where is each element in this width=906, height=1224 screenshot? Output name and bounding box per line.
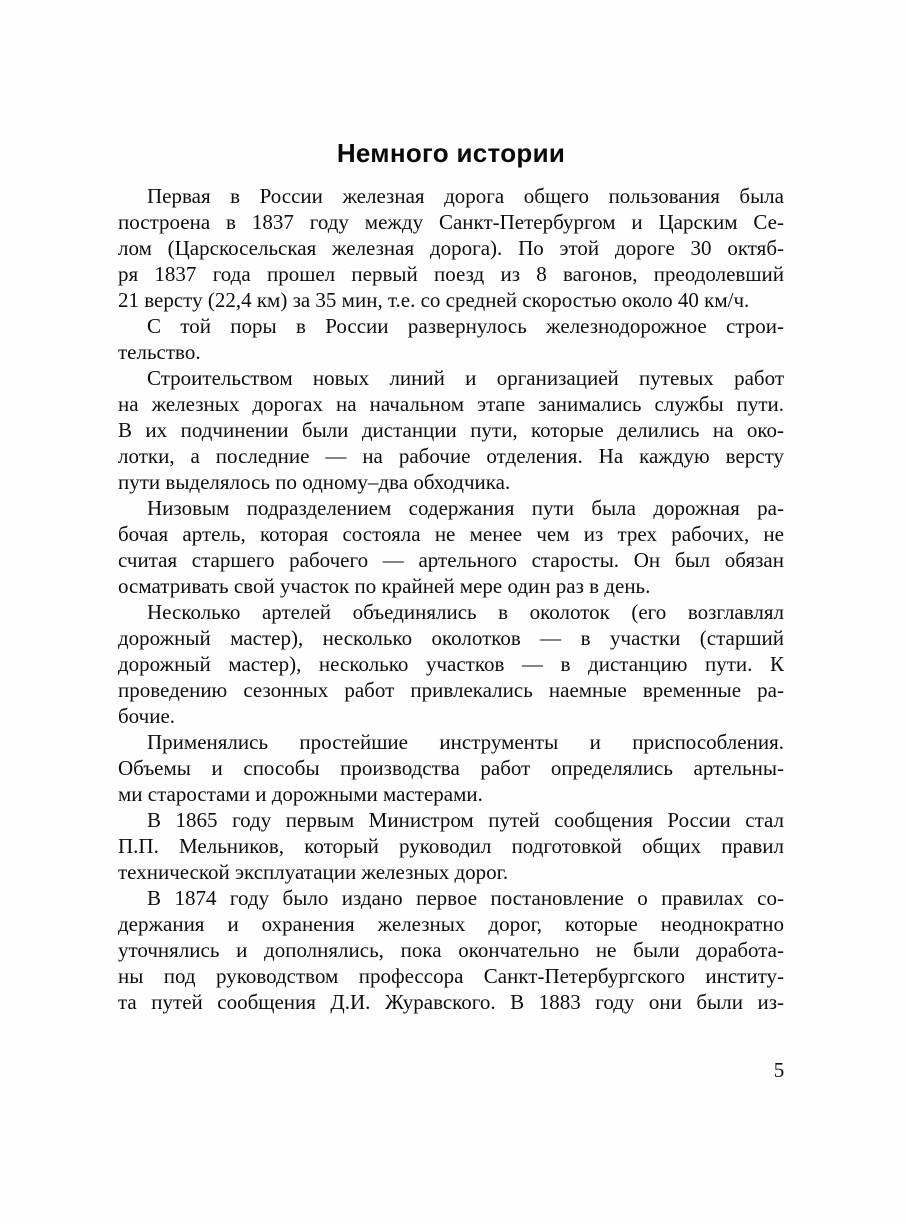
paragraph (118, 807, 784, 885)
text-line: дорожный мастер), несколько участков — в дистанцию пути. К (118, 652, 784, 676)
text-line: П.П. Мельников, который руководил подготовкой общих правил (118, 834, 784, 858)
text-line: держания и охранения железных дорог, которые неоднократно (118, 912, 784, 936)
text-line: Применялись простейшие инструменты и приспособления. (147, 730, 784, 754)
text-line: ря 1837 года прошел первый поезд из 8 вагонов, преодолевший (118, 262, 784, 286)
paragraph (118, 183, 784, 313)
text-line: Первая в России железная дорога общего пользования была (147, 184, 784, 208)
text-line: уточнялись и дополнялись, пока окончательно не были доработа- (118, 938, 784, 962)
text-line: та путей сообщения Д.И. Журавского. В 1883 году они были из- (118, 990, 784, 1014)
text-line: В 1865 году первым Министром путей сообщения России стал (147, 808, 784, 832)
text-line: Несколько артелей объединялись в околоток (его возглавлял (147, 600, 784, 624)
page-title: Немного истории (336, 138, 566, 168)
text-line: Объемы и способы производства работ определялись артельны- (118, 756, 784, 780)
text-block (118, 139, 784, 1015)
text-line: Низовым подразделением содержания пути была дорожная ра- (147, 496, 784, 520)
text-line: С той поры в России развернулось железнодорожное строи- (147, 314, 784, 338)
text-line: построена в 1837 году между Санкт-Петербургом и Царским Се- (118, 210, 784, 234)
page-body (118, 183, 784, 1015)
text-line: ны под руководством профессора Санкт-Петербургского институ- (118, 964, 784, 988)
text-line: тельство. (118, 340, 201, 364)
page-number: 5 (773, 1058, 785, 1082)
text-line: В их подчинении были дистанции пути, которые делились на око- (118, 418, 784, 442)
text-line: на железных дорогах на начальном этапе занимались службы пути. (118, 392, 784, 416)
paragraph (118, 495, 784, 599)
text-line: лотки, а последние — на рабочие отделения. На каждую версту (118, 444, 784, 468)
paragraph (118, 313, 784, 365)
paragraph (118, 729, 784, 807)
text-line: технической эксплуатации железных дорог. (118, 860, 509, 884)
text-line: Строительством новых линий и организацией путевых работ (147, 366, 784, 390)
text-line: считая старшего рабочего — артельного старосты. Он был обязан (118, 548, 784, 572)
paragraph (118, 599, 784, 729)
text-line: бочие. (118, 704, 176, 728)
text-line: ми старостами и дорожными мастерами. (118, 782, 483, 806)
text-line: 21 версту (22,4 км) за 35 мин, т.е. со средней скоростью около 40 км/ч. (118, 288, 750, 312)
paragraph (118, 365, 784, 495)
text-line: осматривать свой участок по крайней мере один раз в день. (118, 574, 651, 598)
text-line: В 1874 году было издано первое постановление о правилах со- (147, 886, 784, 910)
text-line: проведению сезонных работ привлекались наемные временные ра- (118, 678, 784, 702)
paragraph (118, 885, 784, 1015)
text-line: дорожный мастер), несколько околотков — в участки (старший (118, 626, 784, 650)
text-line: пути выделялось по одному–два обходчика. (118, 470, 511, 494)
text-line: бочая артель, которая состояла не менее чем из трех рабочих, не (118, 522, 784, 546)
text-line: лом (Царскосельская железная дорога). По этой дороге 30 октяб- (118, 236, 784, 260)
